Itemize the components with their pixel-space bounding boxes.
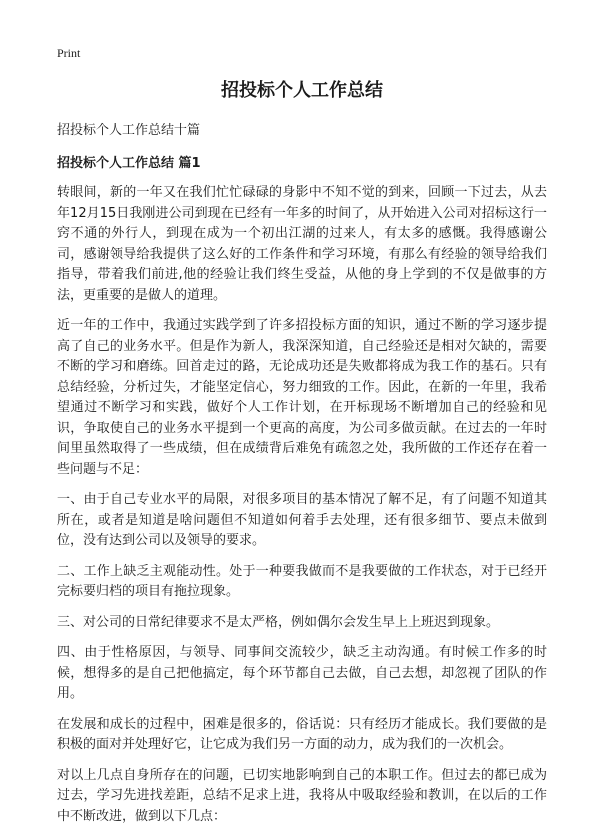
document-subtitle: 招投标个人工作总结十篇 (57, 123, 201, 138)
document-title: 招投标个人工作总结 (221, 80, 383, 101)
paragraph: 二、工作上缺乏主观能动性。处于一种要我做而不是我要做的工作状态，对于已经开完标要归档的项目有拖拉现象。 (57, 563, 547, 599)
document-page (57, 78, 547, 837)
paragraph: 近一年的工作中，我通过实践学到了许多招投标方面的知识，通过不断的学习逐步提高了自己的业务水平。但是作为新人，我深深知道，自己经验还是相对欠缺的，需要不断的学习和磨练。回首走过的路，无论成功还是失败都将成为我工作的基石。只有总结经验，分析过失，才能坚定信心，努力细致的工作。因此，在新的一年里，我希望通过不断学习和实践，做好个人工作计划，在开标现场不断增加自己的经验和见识，争取使自己的业务水平提到一个更高的高度，为公司多做贡献。在过去的一年时间里虽然取得了一些成绩，但在成绩背后难免有疏忽之处，我所做的工作还存在着一些问题与不足： (57, 318, 547, 477)
paragraph: 三、对公司的日常纪律要求不是太严格，例如偶尔会发生早上上班迟到现象。 (57, 614, 500, 630)
print-link[interactable]: Print (57, 46, 81, 60)
paragraph: 一、由于自己专业水平的局限，对很多项目的基本情况了解不足，有了问题不知道其所在，或者是知道是啥问题但不知道如何着手去处理，还有很多细节、要点未做到位，没有达到公司以及领导的要求。 (57, 492, 547, 548)
paragraph: 在发展和成长的过程中，困难是很多的，俗话说：只有经历才能成长。我们要做的是积极的面对并处理好它，让它成为我们另一方面的动力，成为我们的一次机会。 (57, 716, 547, 752)
paragraph: 对以上几点自身所存在的问题，已切实地影响到自己的本职工作。但过去的都已成为过去，学习先进找差距，总结不足求上进，我将从中吸取经验和教训，在以后的工作中不断改进，做到以下几点： (57, 767, 547, 824)
paragraph: 转眼间，新的一年又在我们忙忙碌碌的身影中不知不觉的到来，回顾一下过去，从去年12月15日我刚进公司到现在已经有一年多的时间了，从开始进入公司对招标这行一窍不通的外行人，到现在成为一个初出江湖的过来人，有太多的感慨。我得感谢公司，感谢领导给我提供了这么好的工作条件和学习环境，有那么有经验的领导给我们指导，带着我们前进,他的经验让我们终生受益，从他的身上学到的不仅是做事的方法，更重要的是做人的道理。 (57, 185, 547, 303)
section-heading: 招投标个人工作总结 篇1 (57, 156, 201, 171)
paragraph: 四、由于性格原因，与领导、同事间交流较少，缺乏主动沟通。有时候工作多的时候，想得多的是自己把他搞定，每个环节都自己去做，自己去想，却忽视了团队的作用。 (57, 645, 547, 701)
